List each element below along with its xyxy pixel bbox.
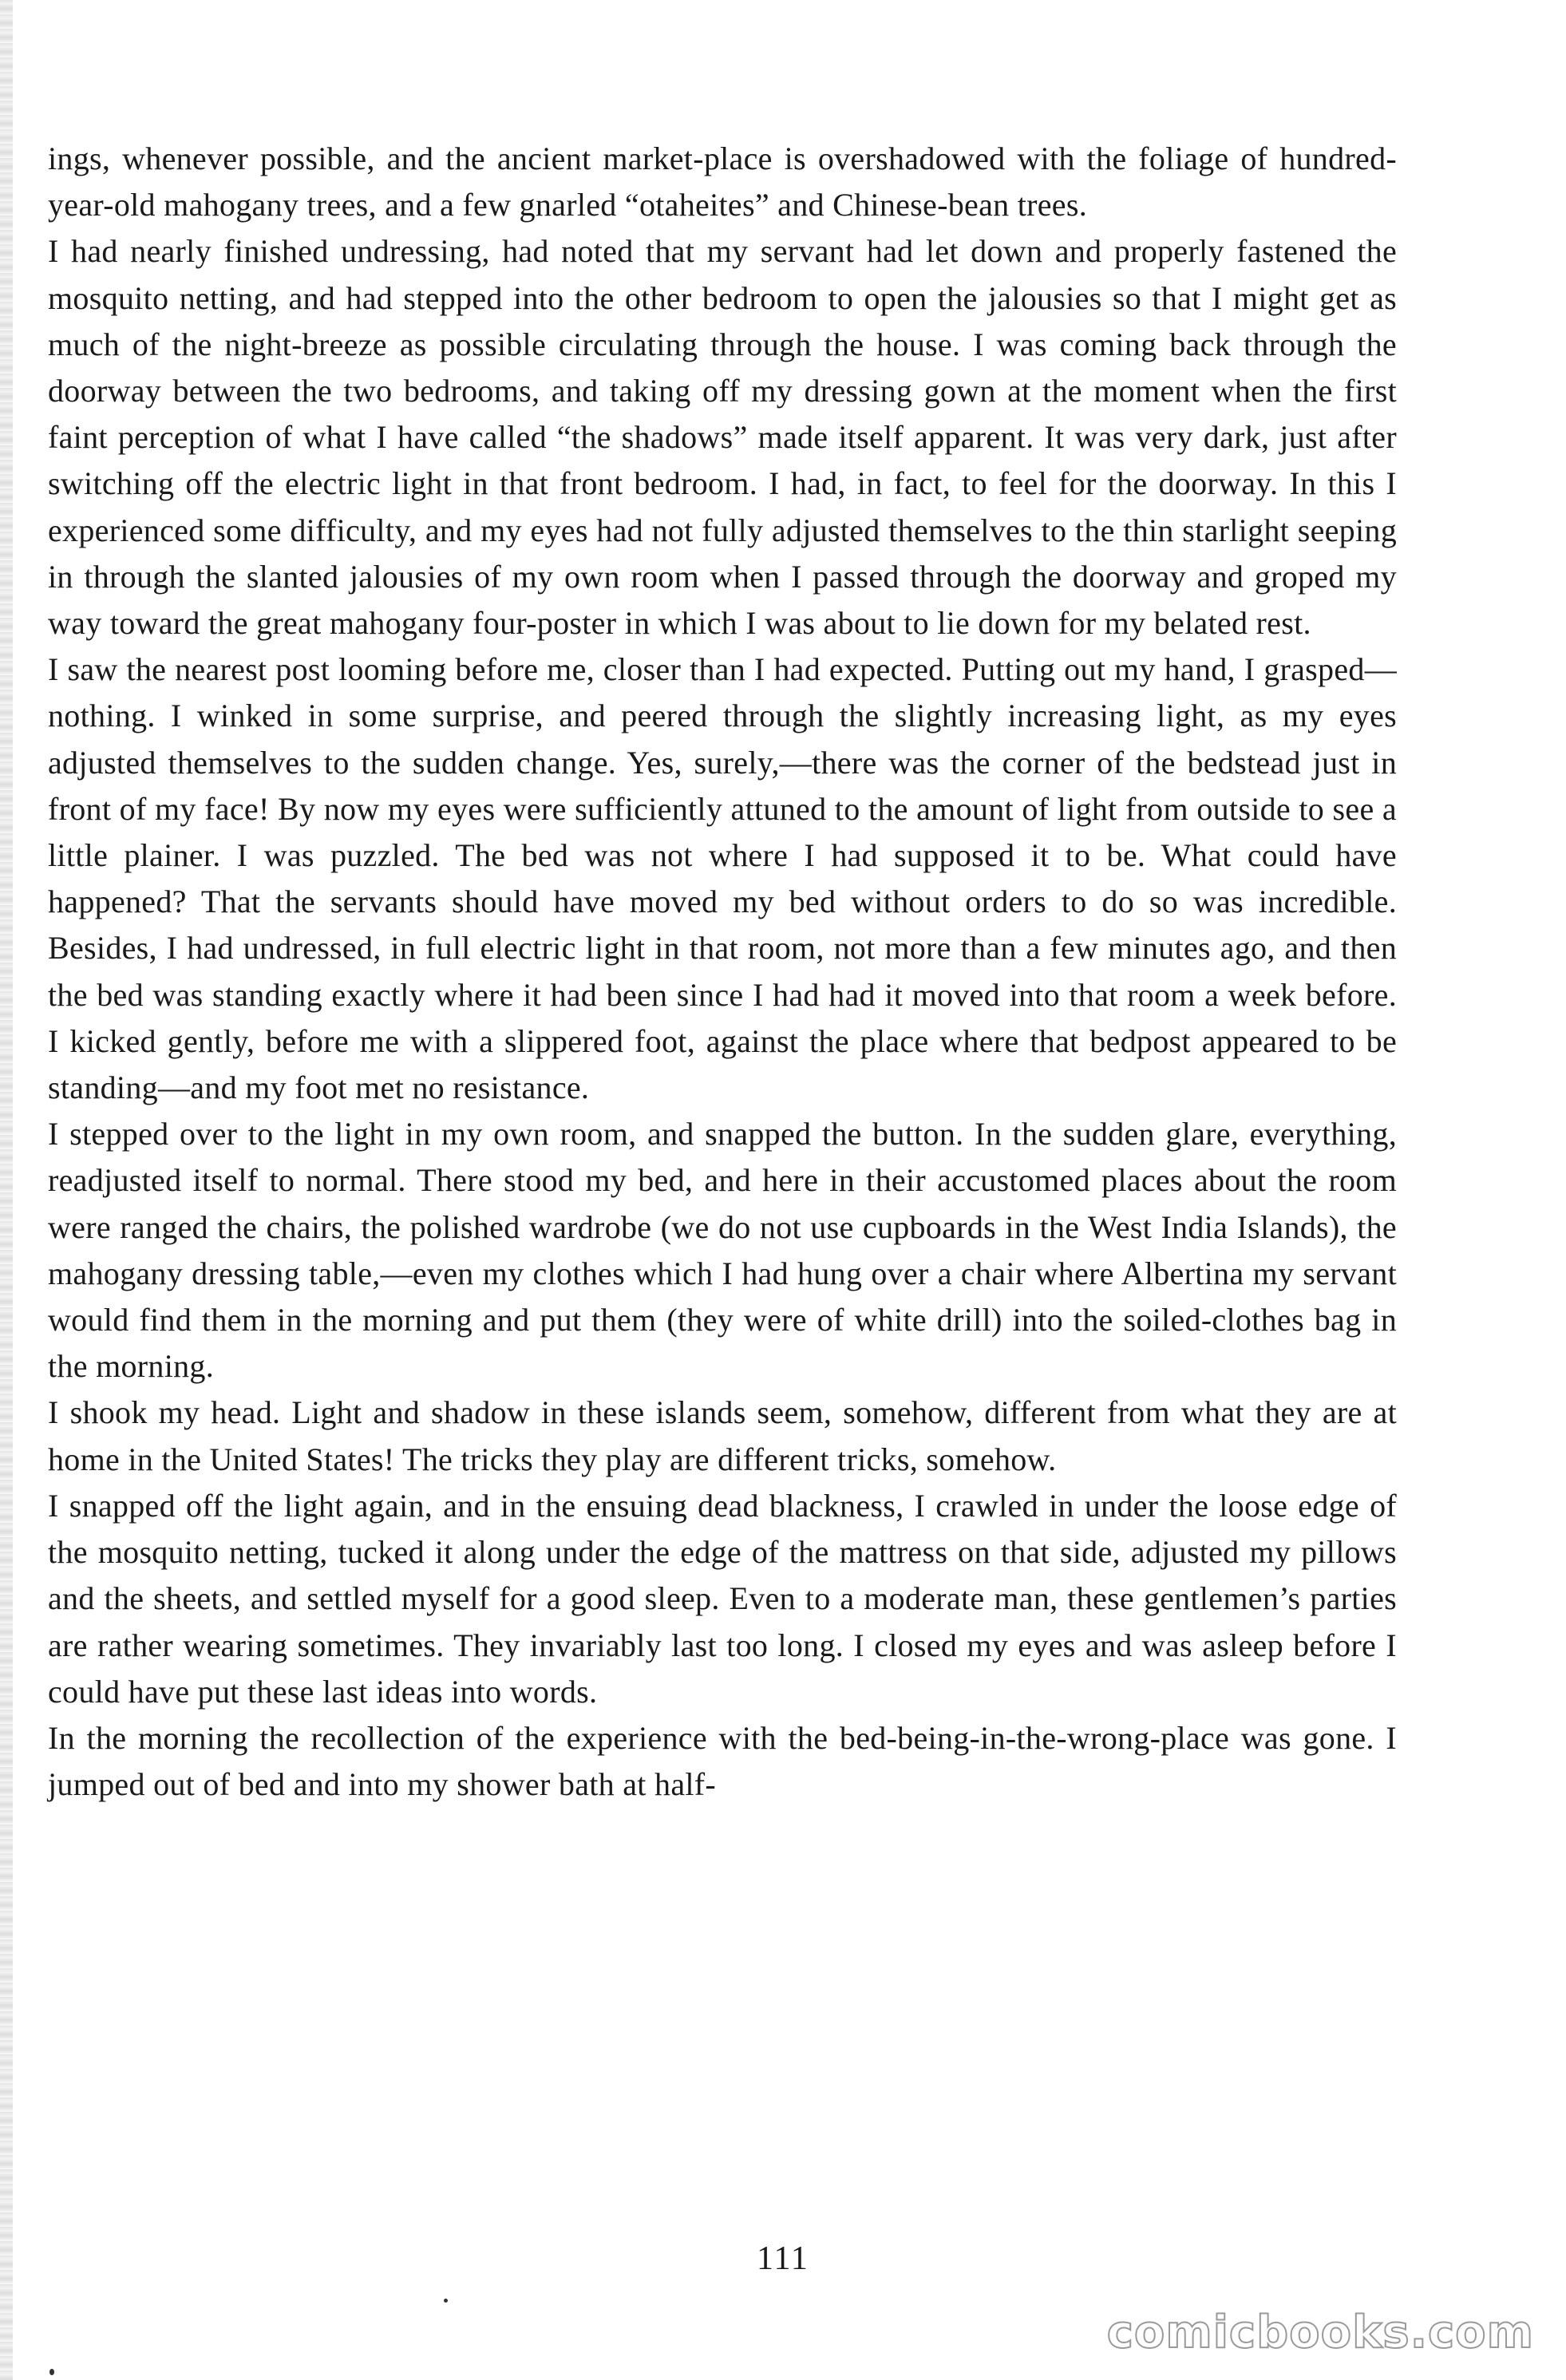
- scan-speck: [49, 2369, 54, 2375]
- paragraph-7: In the morning the recollection of the experience with the bed-being-in-the-wrong-place was gone. I jumped out of bed and into my shower bath at half-: [48, 1719, 1397, 1803]
- page-number: 111: [757, 2240, 809, 2277]
- paragraph-3: I saw the nearest post looming before me, closer than I had expected. Putting out my hand, I grasped—nothing. I winked in some surprise, and peered through the slightly increasing light, as my eyes adjusted themselves to the sudden change. Yes, surely,—there was the corner of the bedstead just in front of my face! By now my eyes were sufficiently attuned to the amount of light from outside to see a little plainer. I was puzzled. The bed was not where I had supposed it to be. What could have happened? That the servants should have moved my bed without orders to do so was incredible. Besides, I had undressed, in full electric light in that room, not more than a few minutes ago, and then the bed was standing exactly where it had been since I had had it moved into that room a week before. I kicked gently, before me with a slippered foot, against the place where that bedpost appeared to be standing—and my foot met no resistance.: [48, 651, 1397, 1106]
- paragraph-2: I had nearly finished undressing, had noted that my servant had let down and properly fastened the mosquito netting, and had stepped into the other bedroom to open the jalousies so that I might get as much of the night-breeze as possible circulating through the house. I was coming back through the doorway between the two bedrooms, and taking off my dressing gown at the moment when the first faint perception of what I have called “the shadows” made itself apparent. It was very dark, just after switching off the electric light in that front bedroom. I had, in fact, to feel for the doorway. In this I experienced some difficulty, and my eyes had not fully adjusted themselves to the thin starlight seeping in through the slanted jalousies of my own room when I passed through the doorway and groped my way toward the great mahogany four-poster in which I was about to lie down for my belated rest.: [48, 233, 1397, 642]
- paragraph-5: I shook my head. Light and shadow in these islands seem, somehow, different from what they are at home in the United States! The tricks they play are different tricks, somehow.: [48, 1394, 1397, 1477]
- scanned-page-edge: [0, 0, 13, 2380]
- paragraph-1: ings, whenever possible, and the ancient market-place is overshadowed with the foliage of hundred-year-old mahogany trees, and a few gnarled “otaheites” and Chinese-bean trees.: [48, 140, 1397, 223]
- watermark-logo: comicbooks.com: [1106, 2307, 1534, 2358]
- page-body-text: [48, 136, 1397, 1808]
- paragraph-6: I snapped off the light again, and in the ensuing dead blackness, I crawled in under the loose edge of the mosquito netting, tucked it along under the edge of the mattress on that side, adjusted my pillows and the sheets, and settled myself for a good sleep. Even to a moderate man, these gentlemen’s parties are rather wearing sometimes. They invariably last too long. I closed my eyes and was asleep before I could have put these last ideas into words.: [48, 1487, 1397, 1710]
- paragraph-4: I stepped over to the light in my own room, and snapped the button. In the sudden glare, everything, readjusted itself to normal. There stood my bed, and here in their accustomed places about the room were ranged the chairs, the polished wardrobe (we do not use cupboards in the West India Islands), the mahogany dressing table,—even my clothes which I had hung over a chair where Albertina my servant would find them in the morning and put them (they were of white drill) into the soiled-clothes bag in the morning.: [48, 1116, 1397, 1385]
- scan-speck: [444, 2299, 448, 2303]
